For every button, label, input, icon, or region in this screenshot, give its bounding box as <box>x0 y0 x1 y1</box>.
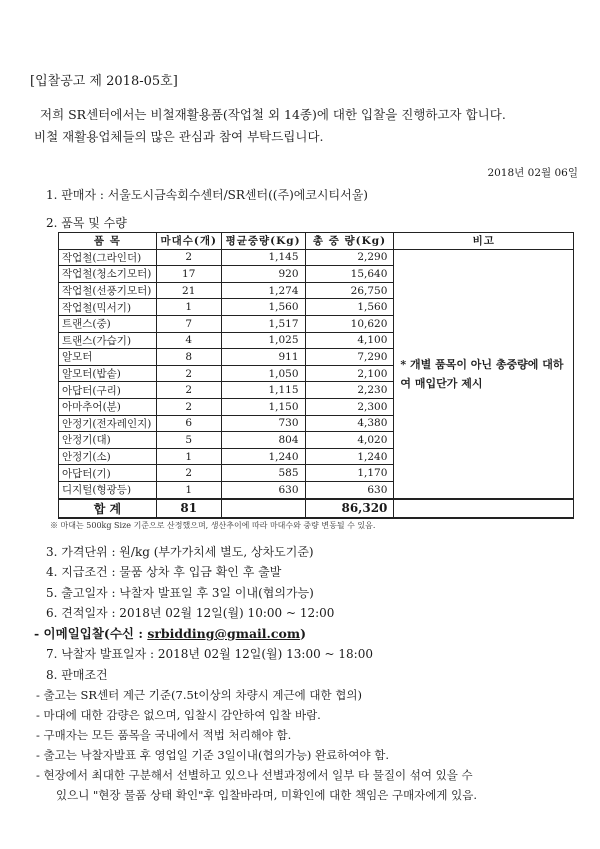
sale-conditions-title: 8. 판매조건 <box>46 668 108 682</box>
item-name: 아마추어(분) <box>59 398 157 415</box>
item-avg-weight: 1,115 <box>221 382 305 399</box>
item-total-weight: 2,290 <box>305 249 394 266</box>
item-avg-weight: 1,560 <box>221 299 305 316</box>
email-prefix: - 이메일입찰(수신 : <box>34 626 148 641</box>
item-name: 아답터(기) <box>59 465 157 482</box>
header-bags: 마대수(개) <box>156 233 221 250</box>
item-total-weight: 2,230 <box>305 382 394 399</box>
intro-text <box>34 104 580 148</box>
items-title: 2. 품목 및 수량 <box>46 216 127 230</box>
item-total-weight: 26,750 <box>305 282 394 299</box>
item-total-weight: 2,300 <box>305 398 394 415</box>
item-name: 작업철(믹서기) <box>59 299 157 316</box>
header-total-weight: 총 중 량(Kg) <box>305 233 394 250</box>
total-remark-empty <box>394 499 574 518</box>
item-avg-weight: 1,150 <box>221 398 305 415</box>
shipping-line: 5. 출고일자 : 낙찰자 발표일 후 3일 이내(협의가능) <box>46 586 314 600</box>
item-avg-weight: 920 <box>221 266 305 283</box>
item-name: 안정기(대) <box>59 432 157 449</box>
item-bags: 2 <box>156 365 221 382</box>
item-total-weight: 630 <box>305 481 394 498</box>
item-bags: 1 <box>156 299 221 316</box>
quote-date-line: 6. 견적일자 : 2018년 02월 12일(월) 10:00 ~ 12:00 <box>46 606 335 620</box>
item-avg-weight: 1,240 <box>221 448 305 465</box>
condition-2: - 마대에 대한 감량은 없으며, 입찰시 감안하여 입찰 바람. <box>36 708 321 722</box>
item-bags: 5 <box>156 432 221 449</box>
total-weight: 86,320 <box>305 499 394 518</box>
item-total-weight: 1,560 <box>305 299 394 316</box>
item-name: 작업철(청소기모터) <box>59 266 157 283</box>
item-name: 디지털(형광등) <box>59 481 157 498</box>
condition-4: - 출고는 낙찰자발표 후 영업일 기준 3일이내(협의가능) 완료하여야 함. <box>36 748 390 762</box>
item-total-weight: 1,240 <box>305 448 394 465</box>
total-label: 합 계 <box>59 499 157 518</box>
item-avg-weight: 730 <box>221 415 305 432</box>
condition-5: - 현장에서 최대한 구분해서 선별하고 있으나 선별과정에서 일부 타 물질이 섞여 있을 수 <box>36 768 473 782</box>
total-row <box>59 499 574 518</box>
email-suffix: ) <box>300 626 306 641</box>
item-total-weight: 4,100 <box>305 332 394 349</box>
intro-line-2: 비철 재활용업체들의 많은 관심과 참여 부탁드립니다. <box>34 129 324 144</box>
item-avg-weight: 1,517 <box>221 315 305 332</box>
item-name: 알모터 <box>59 349 157 366</box>
header-item: 품 목 <box>59 233 157 250</box>
item-avg-weight: 1,274 <box>221 282 305 299</box>
item-bags: 8 <box>156 349 221 366</box>
total-bags: 81 <box>156 499 221 518</box>
item-name: 작업철(선풍기모터) <box>59 282 157 299</box>
notice-number: [입찰공고 제 2018-05호] <box>30 74 178 89</box>
item-total-weight: 10,620 <box>305 315 394 332</box>
item-total-weight: 4,020 <box>305 432 394 449</box>
item-name: 작업철(그라인더) <box>59 249 157 266</box>
award-date-line: 7. 낙찰자 발표일자 : 2018년 02월 12일(월) 13:00 ~ 18:00 <box>46 647 373 661</box>
price-unit-line: 3. 가격단위 : 원/kg (부가가치세 별도, 상차도기준) <box>46 545 314 559</box>
item-avg-weight: 804 <box>221 432 305 449</box>
item-avg-weight: 911 <box>221 349 305 366</box>
seller-line: 1. 판매자 : 서울도시금속회수센터/SR센터((주)에코시티서울) <box>46 188 368 202</box>
table-header-row <box>59 233 574 250</box>
item-avg-weight: 585 <box>221 465 305 482</box>
header-remark: 비고 <box>394 233 574 250</box>
payment-line: 4. 지급조건 : 물품 상차 후 입금 확인 후 출발 <box>46 565 282 579</box>
item-bags: 21 <box>156 282 221 299</box>
table-row <box>59 249 574 266</box>
item-bags: 1 <box>156 448 221 465</box>
email-link[interactable]: srbidding@gmail.com <box>147 626 301 641</box>
remark-note: * 개별 품목이 아닌 총중량에 대하여 매입단가 제시 <box>394 249 574 498</box>
condition-5-continued: 있으니 "현장 물품 상태 확인"후 입찰바라며, 미확인에 대한 책임은 구매자에게 있음. <box>56 788 478 802</box>
item-bags: 6 <box>156 415 221 432</box>
item-name: 안정기(소) <box>59 448 157 465</box>
total-avg-empty <box>221 499 305 518</box>
item-avg-weight: 1,025 <box>221 332 305 349</box>
item-name: 알모터(밥솥) <box>59 365 157 382</box>
email-bid-line <box>34 624 306 642</box>
condition-3: - 구매자는 모든 품목을 국내에서 적법 처리해야 함. <box>36 728 292 742</box>
item-total-weight: 2,100 <box>305 365 394 382</box>
item-avg-weight: 630 <box>221 481 305 498</box>
notice-date: 2018년 02월 06일 <box>487 167 578 179</box>
item-bags: 17 <box>156 266 221 283</box>
item-bags: 4 <box>156 332 221 349</box>
item-bags: 2 <box>156 465 221 482</box>
item-name: 트랜스(중) <box>59 315 157 332</box>
item-total-weight: 4,380 <box>305 415 394 432</box>
item-bags: 2 <box>156 398 221 415</box>
table-footnote: ※ 마대는 500kg Size 기준으로 산정했으며, 생산추이에 따라 마대수와 중량 변동될 수 있음. <box>50 521 376 530</box>
item-avg-weight: 1,050 <box>221 365 305 382</box>
item-bags: 2 <box>156 249 221 266</box>
item-total-weight: 7,290 <box>305 349 394 366</box>
header-avg-weight: 평균중량(Kg) <box>221 233 305 250</box>
item-total-weight: 15,640 <box>305 266 394 283</box>
items-table <box>58 232 574 519</box>
item-name: 트랜스(가습기) <box>59 332 157 349</box>
item-bags: 1 <box>156 481 221 498</box>
intro-line-1: 저희 SR센터에서는 비철재활용품(작업철 외 14종)에 대한 입찰을 진행하고자 합니다. <box>40 107 506 122</box>
condition-1: - 출고는 SR센터 계근 기준(7.5t이상의 차량시 계근에 대한 협의) <box>36 688 362 702</box>
item-avg-weight: 1,145 <box>221 249 305 266</box>
item-bags: 7 <box>156 315 221 332</box>
item-bags: 2 <box>156 382 221 399</box>
item-name: 안정기(전자레인지) <box>59 415 157 432</box>
item-name: 아답터(구리) <box>59 382 157 399</box>
item-total-weight: 1,170 <box>305 465 394 482</box>
